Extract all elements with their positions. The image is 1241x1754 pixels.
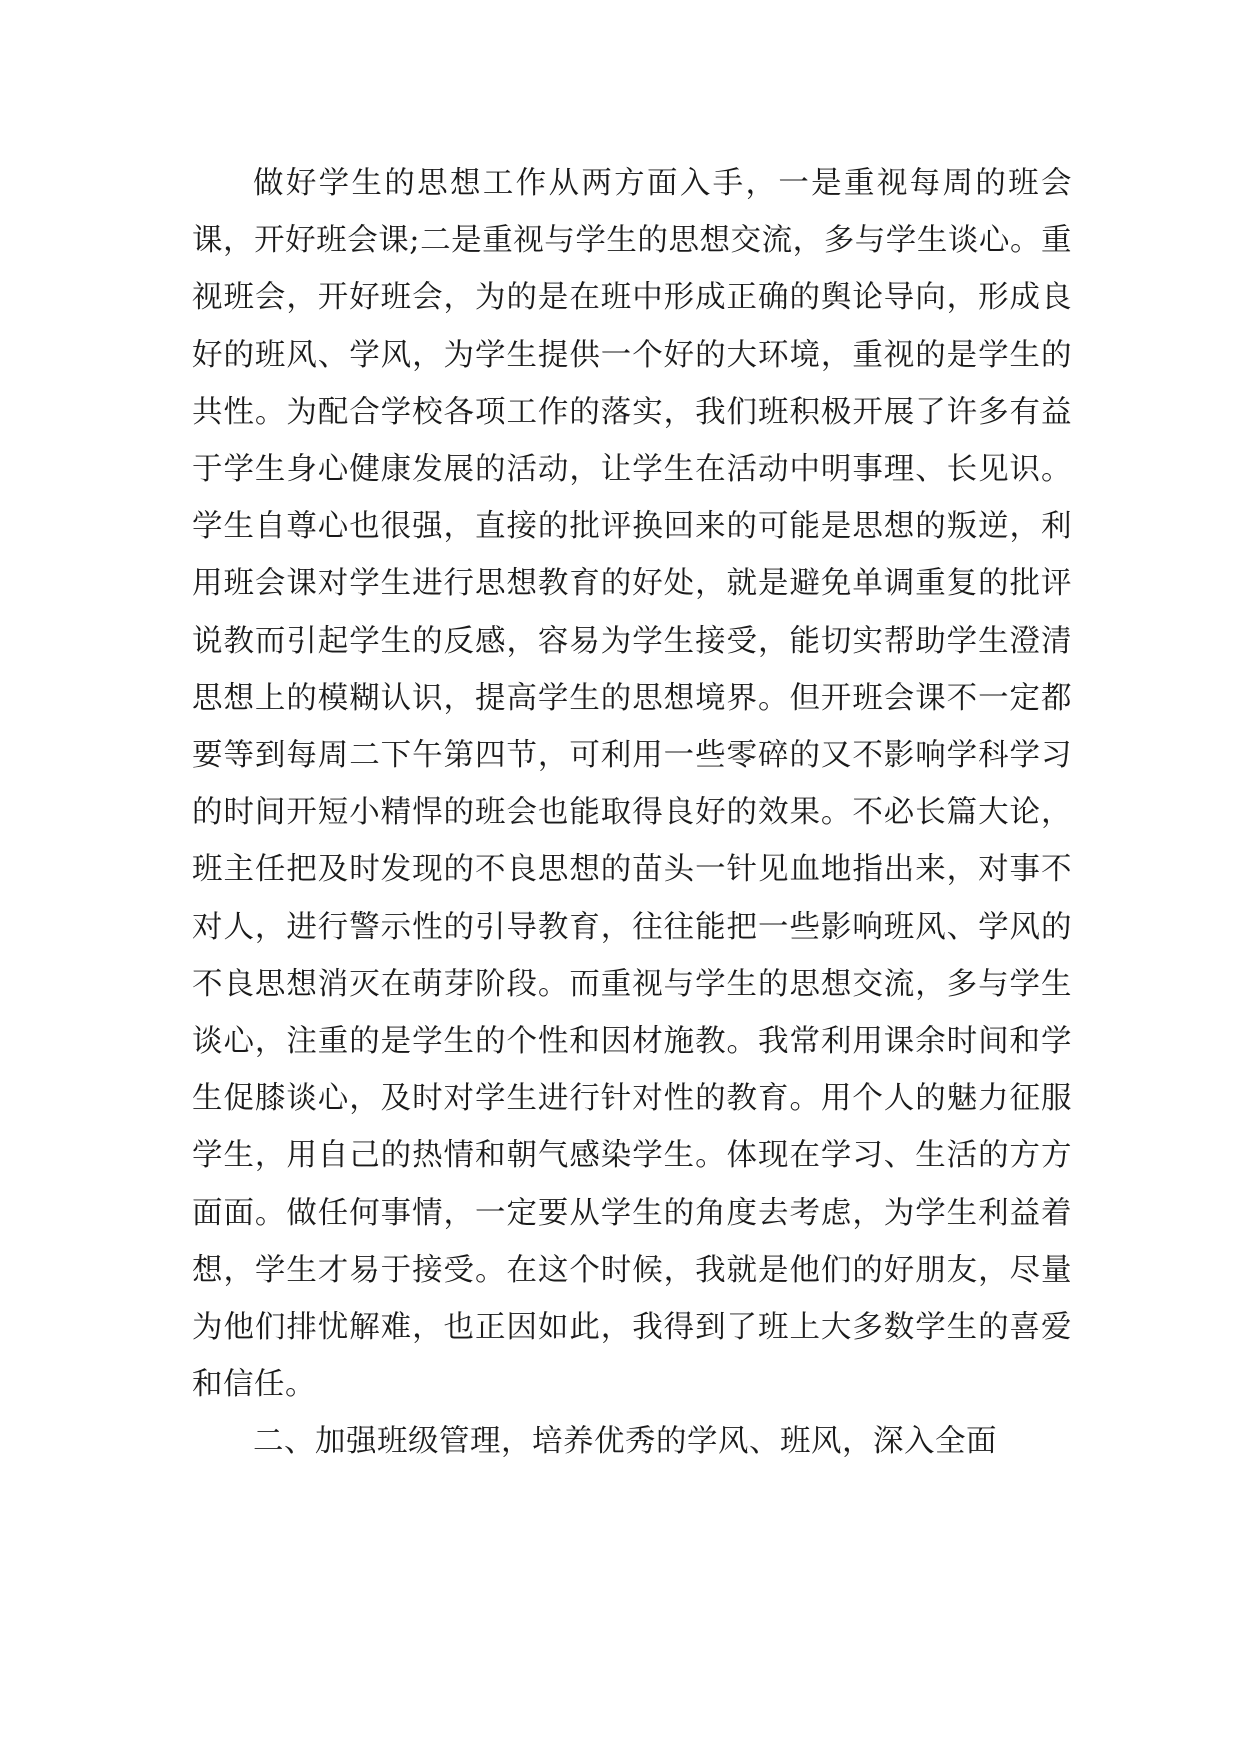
paragraph-student-thought-work: 做好学生的思想工作从两方面入手，一是重视每周的班会课，开好班会课;二是重视与学生的思想交流，多与学生谈心。重视班会，开好班会，为的是在班中形成正确的舆论导向，形成良好的班风、学风，为学生提供一个好的大环境，重视的是学生的共性。为配合学校各项工作的落实，我们班积极开展了许多有益于学生身心健康发展的活动，让学生在活动中明事理、长见识。学生自尊心也很强，直接的批评换回来的可能是思想的叛逆，利用班会课对学生进行思想教育的好处，就是避免单调重复的批评说教而引起学生的反感，容易为学生接受，能切实帮助学生澄清思想上的模糊认识，提高学生的思想境界。但开班会课不一定都要等到每周二下午第四节，可利用一些零碎的又不影响学科学习的时间开短小精悍的班会也能取得良好的效果。不必长篇大论，班主任把及时发现的不良思想的苗头一针见血地指出来，对事不对人，进行警示性的引导教育，往往能把一些影响班风、学风的不良思想消灭在萌芽阶段。而重视与学生的思想交流，多与学生谈心，注重的是学生的个性和因材施教。我常利用课余时间和学生促膝谈心，及时对学生进行针对性的教育。用个人的魅力征服学生，用自己的热情和朝气感染学生。体现在学习、生活的方方面面。做任何事情，一定要从学生的角度去考虑，为学生利益着想，学生才易于接受。在这个时候，我就是他们的好朋友，尽量为他们排忧解难，也正因如此，我得到了班上大多数学生的喜爱和信任。 bbox=[192, 166, 1072, 1403]
body-text bbox=[192, 155, 1072, 1471]
paragraph-class-management: 二、加强班级管理，培养优秀的学风、班风，深入全面 bbox=[253, 1424, 997, 1460]
